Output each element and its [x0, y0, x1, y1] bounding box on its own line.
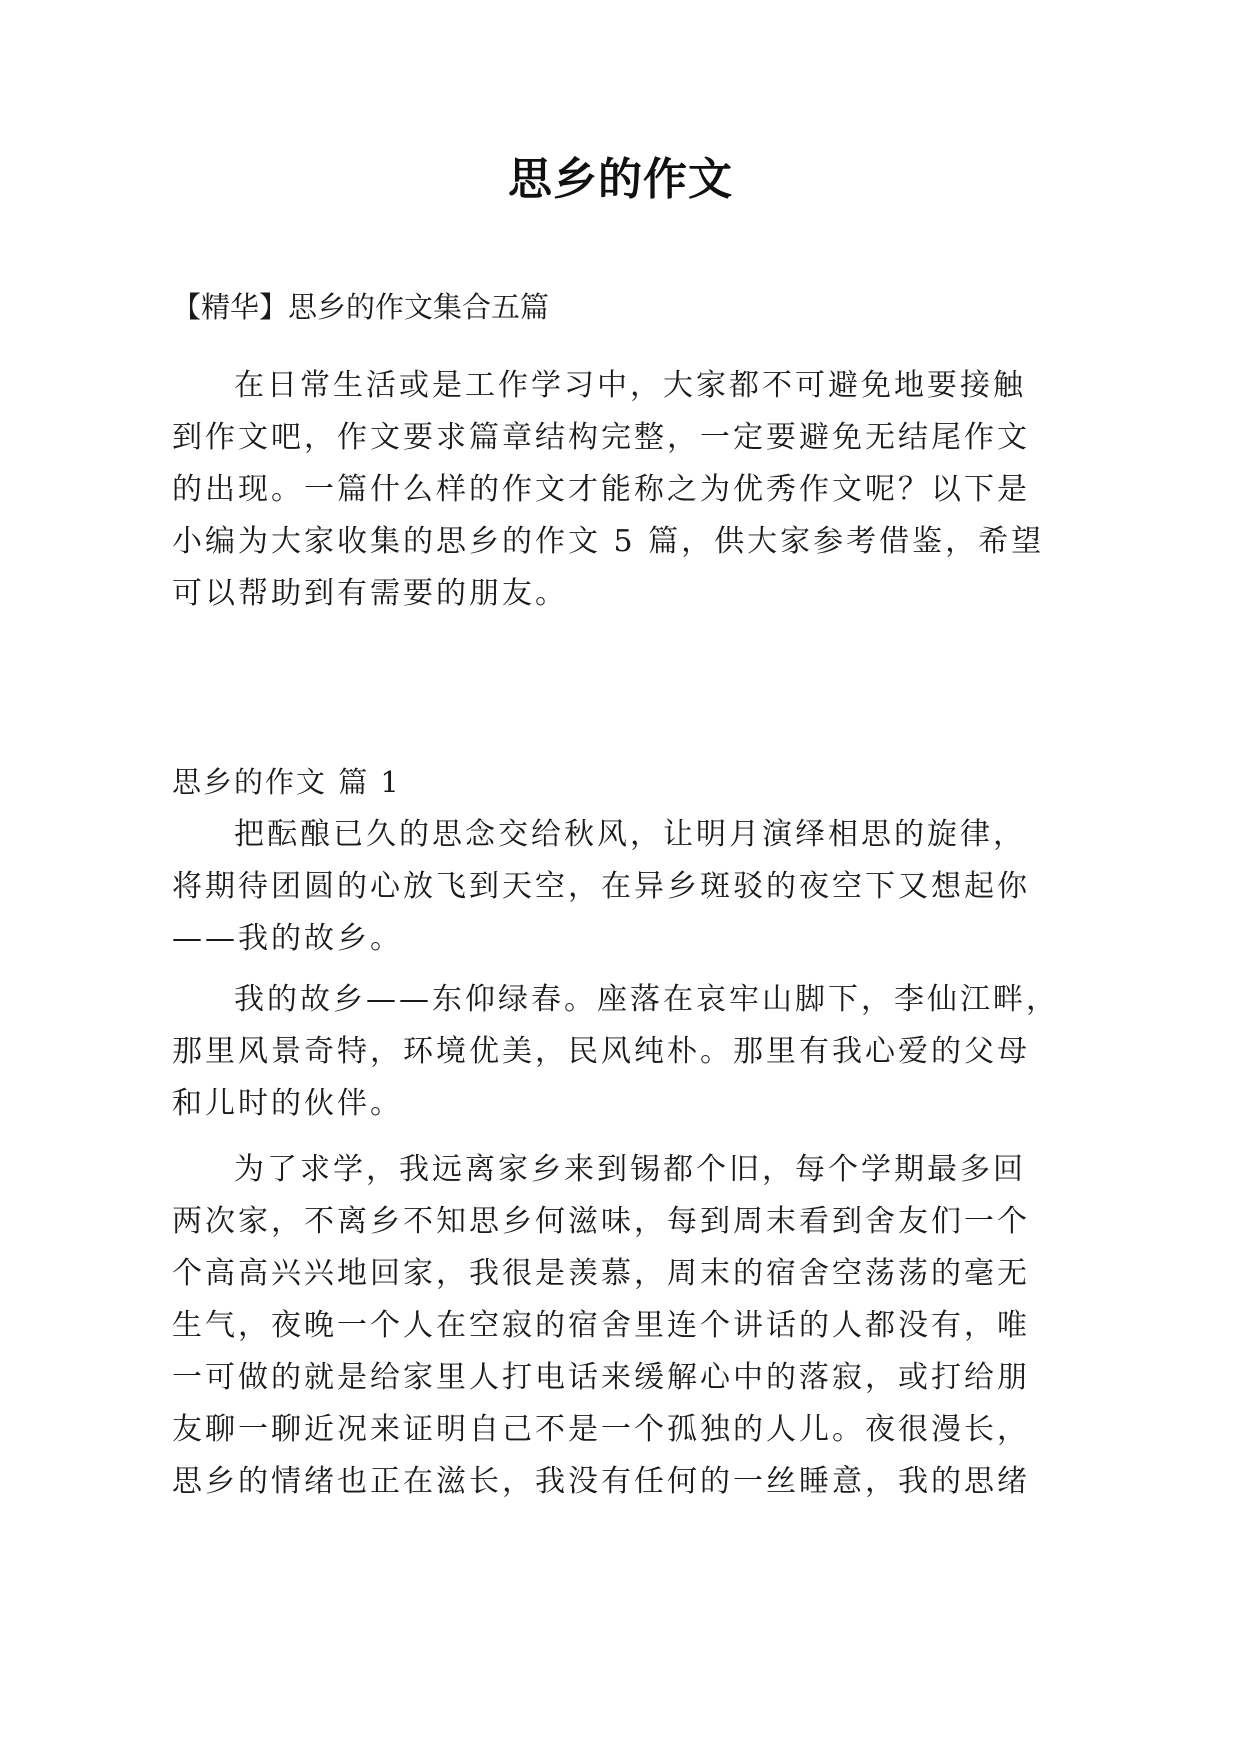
- paragraph-line: ——我的故乡。: [172, 921, 403, 956]
- paragraph-line: 一可做的就是给家里人打电话来缓解心中的落寂，或打给朋: [172, 1360, 1030, 1395]
- paragraph-line: 把酝酿已久的思念交给秋风，让明月演绎相思的旋律，: [234, 817, 1026, 852]
- intro-line: 在日常生活或是工作学习中，大家都不可避免地要接触: [234, 368, 1026, 403]
- paragraph-line: 将期待团圆的心放飞到天空，在异乡斑驳的夜空下又想起你: [172, 869, 1030, 904]
- section-heading: 思乡的作文 篇 1: [172, 765, 401, 799]
- intro-line: 小编为大家收集的思乡的作文 5 篇，供大家参考借鉴，希望: [172, 524, 1045, 559]
- paragraph-line: 思乡的情绪也正在滋长，我没有任何的一丝睡意，我的思绪: [172, 1464, 1030, 1499]
- paragraph-line: 我的故乡——东仰绿春。座落在哀牢山脚下，李仙江畔，: [234, 982, 1059, 1017]
- intro-line: 可以帮助到有需要的朋友。: [172, 576, 568, 611]
- paragraph-line: 为了求学，我远离家乡来到锡都个旧，每个学期最多回: [234, 1152, 1026, 1187]
- intro-line: 的出现。一篇什么样的作文才能称之为优秀作文呢？以下是: [172, 472, 1030, 507]
- paragraph-line: 生气，夜晚一个人在空寂的宿舍里连个讲话的人都没有，唯: [172, 1308, 1030, 1343]
- paragraph-line: 和儿时的伙伴。: [172, 1086, 403, 1121]
- document-subtitle: 【精华】思乡的作文集合五篇: [172, 290, 550, 324]
- paragraph-line: 友聊一聊近况来证明自己不是一个孤独的人儿。夜很漫长，: [172, 1412, 1030, 1447]
- paragraph-line: 那里风景奇特，环境优美，民风纯朴。那里有我心爱的父母: [172, 1034, 1030, 1069]
- document-title: 思乡的作文: [508, 154, 733, 205]
- paragraph-line: 个高高兴兴地回家，我很是羡慕，周末的宿舍空荡荡的毫无: [172, 1256, 1030, 1291]
- paragraph-line: 两次家，不离乡不知思乡何滋味，每到周末看到舍友们一个: [172, 1204, 1030, 1239]
- intro-line: 到作文吧，作文要求篇章结构完整，一定要避免无结尾作文: [172, 420, 1030, 455]
